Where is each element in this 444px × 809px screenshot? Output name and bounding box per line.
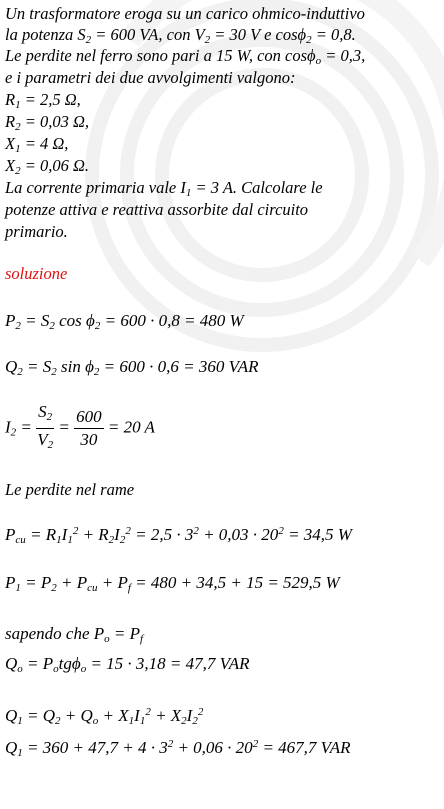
param-r1: $R_1 = 2,5$ Ω, [5, 90, 81, 111]
problem-line-10: potenze attiva e reattiva assorbite dal circuito [5, 200, 309, 219]
problem-line-11: primario. [5, 222, 68, 241]
equation-p1: $P_1 = P_2 + P_{cu} + P_f = 480 + 34,5 + 15 = 529,5$ W [5, 573, 340, 594]
problem-line-1: Un trasformatore eroga su un carico ohmico-induttivo [5, 4, 365, 23]
problem-line-9: La corrente primaria vale $I_1 = 3$ A. Calcolare le [5, 178, 323, 199]
problem-line-4: e i parametri dei due avvolgimenti valgono: [5, 68, 296, 87]
fraction-s2-v2: $\frac{S_2}{V_2}$ [37, 402, 54, 451]
equation-q1-value: $Q_1 = 360 + 47,7 + 4 \cdot 3^2 + 0,06 \cdot 20^2 = 467,7$ VAR [5, 738, 351, 759]
equation-q2: $Q_2 = S_2$ $\sin \phi_2 = 600 \cdot 0,6 = 360$ VAR [5, 357, 259, 378]
problem-line-3: Le perdite nel ferro sono pari a 15 W, con cosϕ$_o$ = 0,3, [5, 46, 366, 67]
equation-qo: $Q_o = P_otg\phi_o = 15 \cdot 3,18 = 47,7$ VAR [5, 654, 250, 675]
param-x1: $X_1 = 4$ Ω, [5, 134, 69, 155]
problem-line-2: la potenza $S_2 = 600$ VA, con $V_2 = 30$ V e cosϕ$_2$ = 0,8. [5, 25, 356, 46]
param-r2: $R_2 = 0,03$ Ω, [5, 112, 90, 133]
copper-losses-label: Le perdite nel rame [5, 480, 135, 499]
equation-p2: $P_2 = S_2$ $\cos \phi_2 = 600 \cdot 0,8 = 480$ W [5, 311, 244, 332]
equation-i2: $I_2$ = $\frac{S_2}{V_2}$ = $\frac{600}{30}$ = 20 A [5, 401, 155, 456]
solution-heading: soluzione [5, 264, 68, 283]
equation-pcu: $P_{cu} = R_1I_1^2 + R_2I_2^2 = 2,5 \cdot 3^2 + 0,03 \cdot 20^2 = 34,5$ W [5, 525, 352, 546]
equation-po-pf: sapendo che $P_o = P_f$ [5, 624, 144, 645]
equation-q1-formula: $Q_1 = Q_2 + Q_o + X_1I_1^2 + X_2I_2^2$ [5, 706, 204, 727]
param-x2: $X_2 = 0,06$ Ω. [5, 156, 90, 177]
fraction-600-30: $\frac{600}{30}$ [76, 407, 102, 449]
